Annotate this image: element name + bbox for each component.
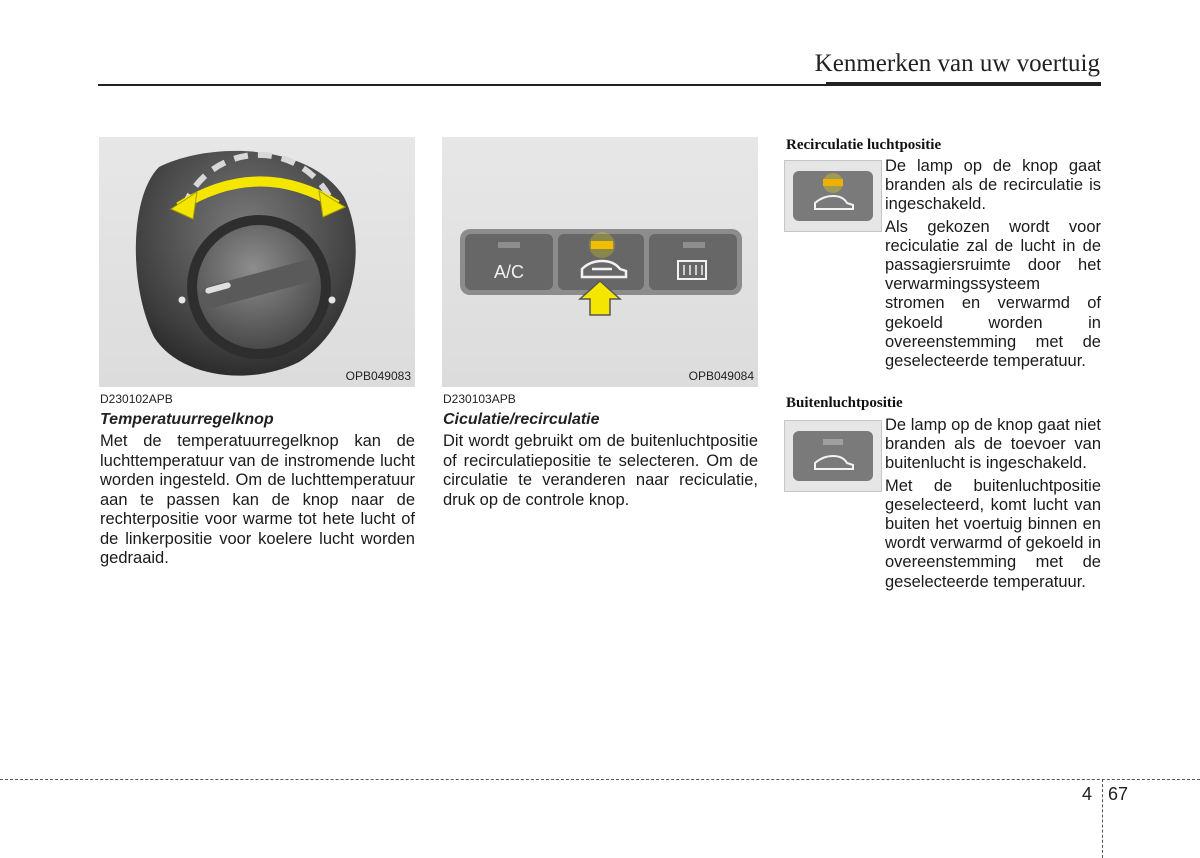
temperature-knob-figure bbox=[99, 137, 415, 387]
figure-code: OPB049083 bbox=[345, 369, 411, 383]
temperature-knob-illustration bbox=[99, 137, 415, 387]
temperature-paragraph bbox=[100, 432, 415, 569]
page-number: 67 bbox=[1108, 784, 1129, 804]
circulation-paragraph-text: Dit wordt gebruikt om de buitenluchtpositie of recirculatiepositie te selecteren. Om de circulatie te veranderen naar reciculatie, druk op de controle knop. bbox=[443, 432, 758, 509]
figure-code: OPB049084 bbox=[688, 369, 754, 383]
recirculation-description bbox=[885, 157, 1101, 374]
section-title-temperature: Temperatuurregelknop bbox=[100, 411, 274, 428]
outside-air-button-lamp-off bbox=[784, 420, 882, 492]
reference-code: D230103APB bbox=[443, 392, 516, 406]
button-panel-illustration bbox=[442, 137, 758, 387]
header-rule-accent bbox=[826, 82, 1101, 86]
recirculation-button-icon bbox=[785, 161, 881, 231]
outside-air-paragraph-1: De lamp op de knop gaat niet branden als de toevoer van buitenlucht is ingeschakeld. bbox=[885, 416, 1101, 473]
outside-air-paragraph-2: Met de buitenluchtpositie geselecteerd, komt lucht van buiten het voertuig binnen en wordt verwarmd of gekoeld in overeenstemming met de geselecteerde temperatuur. bbox=[885, 476, 1101, 591]
outside-air-heading: Buitenluchtpositie bbox=[786, 395, 903, 411]
page-header-title: Kenmerken van uw voertuig bbox=[814, 50, 1100, 77]
ac-button-label: A/C bbox=[493, 262, 525, 282]
footer-dashed-divider bbox=[1102, 779, 1103, 858]
outside-air-button-icon bbox=[785, 421, 881, 491]
reference-code: D230102APB bbox=[100, 392, 173, 406]
section-title-circulation: Ciculatie/recirculatie bbox=[443, 411, 600, 428]
circulation-paragraph bbox=[443, 432, 758, 510]
outside-air-description bbox=[885, 416, 1101, 595]
recirculation-button-lamp-on bbox=[784, 160, 882, 232]
temperature-paragraph-text: Met de temperatuurregelknop kan de luchttemperatuur van de instromende lucht worden ingesteld. Om de luchttemperatuur aan te passen kan de knop naar de rechterpositie voor warme tot hete lucht of de linkerpositie voor koelere lucht worden gedraaid. bbox=[100, 432, 415, 567]
recirculation-button-figure bbox=[442, 137, 758, 387]
recirculation-paragraph-2: Als gekozen wordt voor reciculatie zal de lucht in de passagiersruimte door het verwarmingssysteem stromen en verwarmd of gekoeld worden in overeenstemming met de geselecteerde temperatuur. bbox=[885, 217, 1101, 371]
recirculation-paragraph-1: De lamp op de knop gaat branden als de recirculatie is ingeschakeld. bbox=[885, 157, 1101, 214]
footer-dashed-rule bbox=[0, 779, 1200, 780]
recirculation-heading: Recirculatie luchtpositie bbox=[786, 137, 942, 153]
chapter-number: 4 bbox=[1082, 784, 1093, 804]
